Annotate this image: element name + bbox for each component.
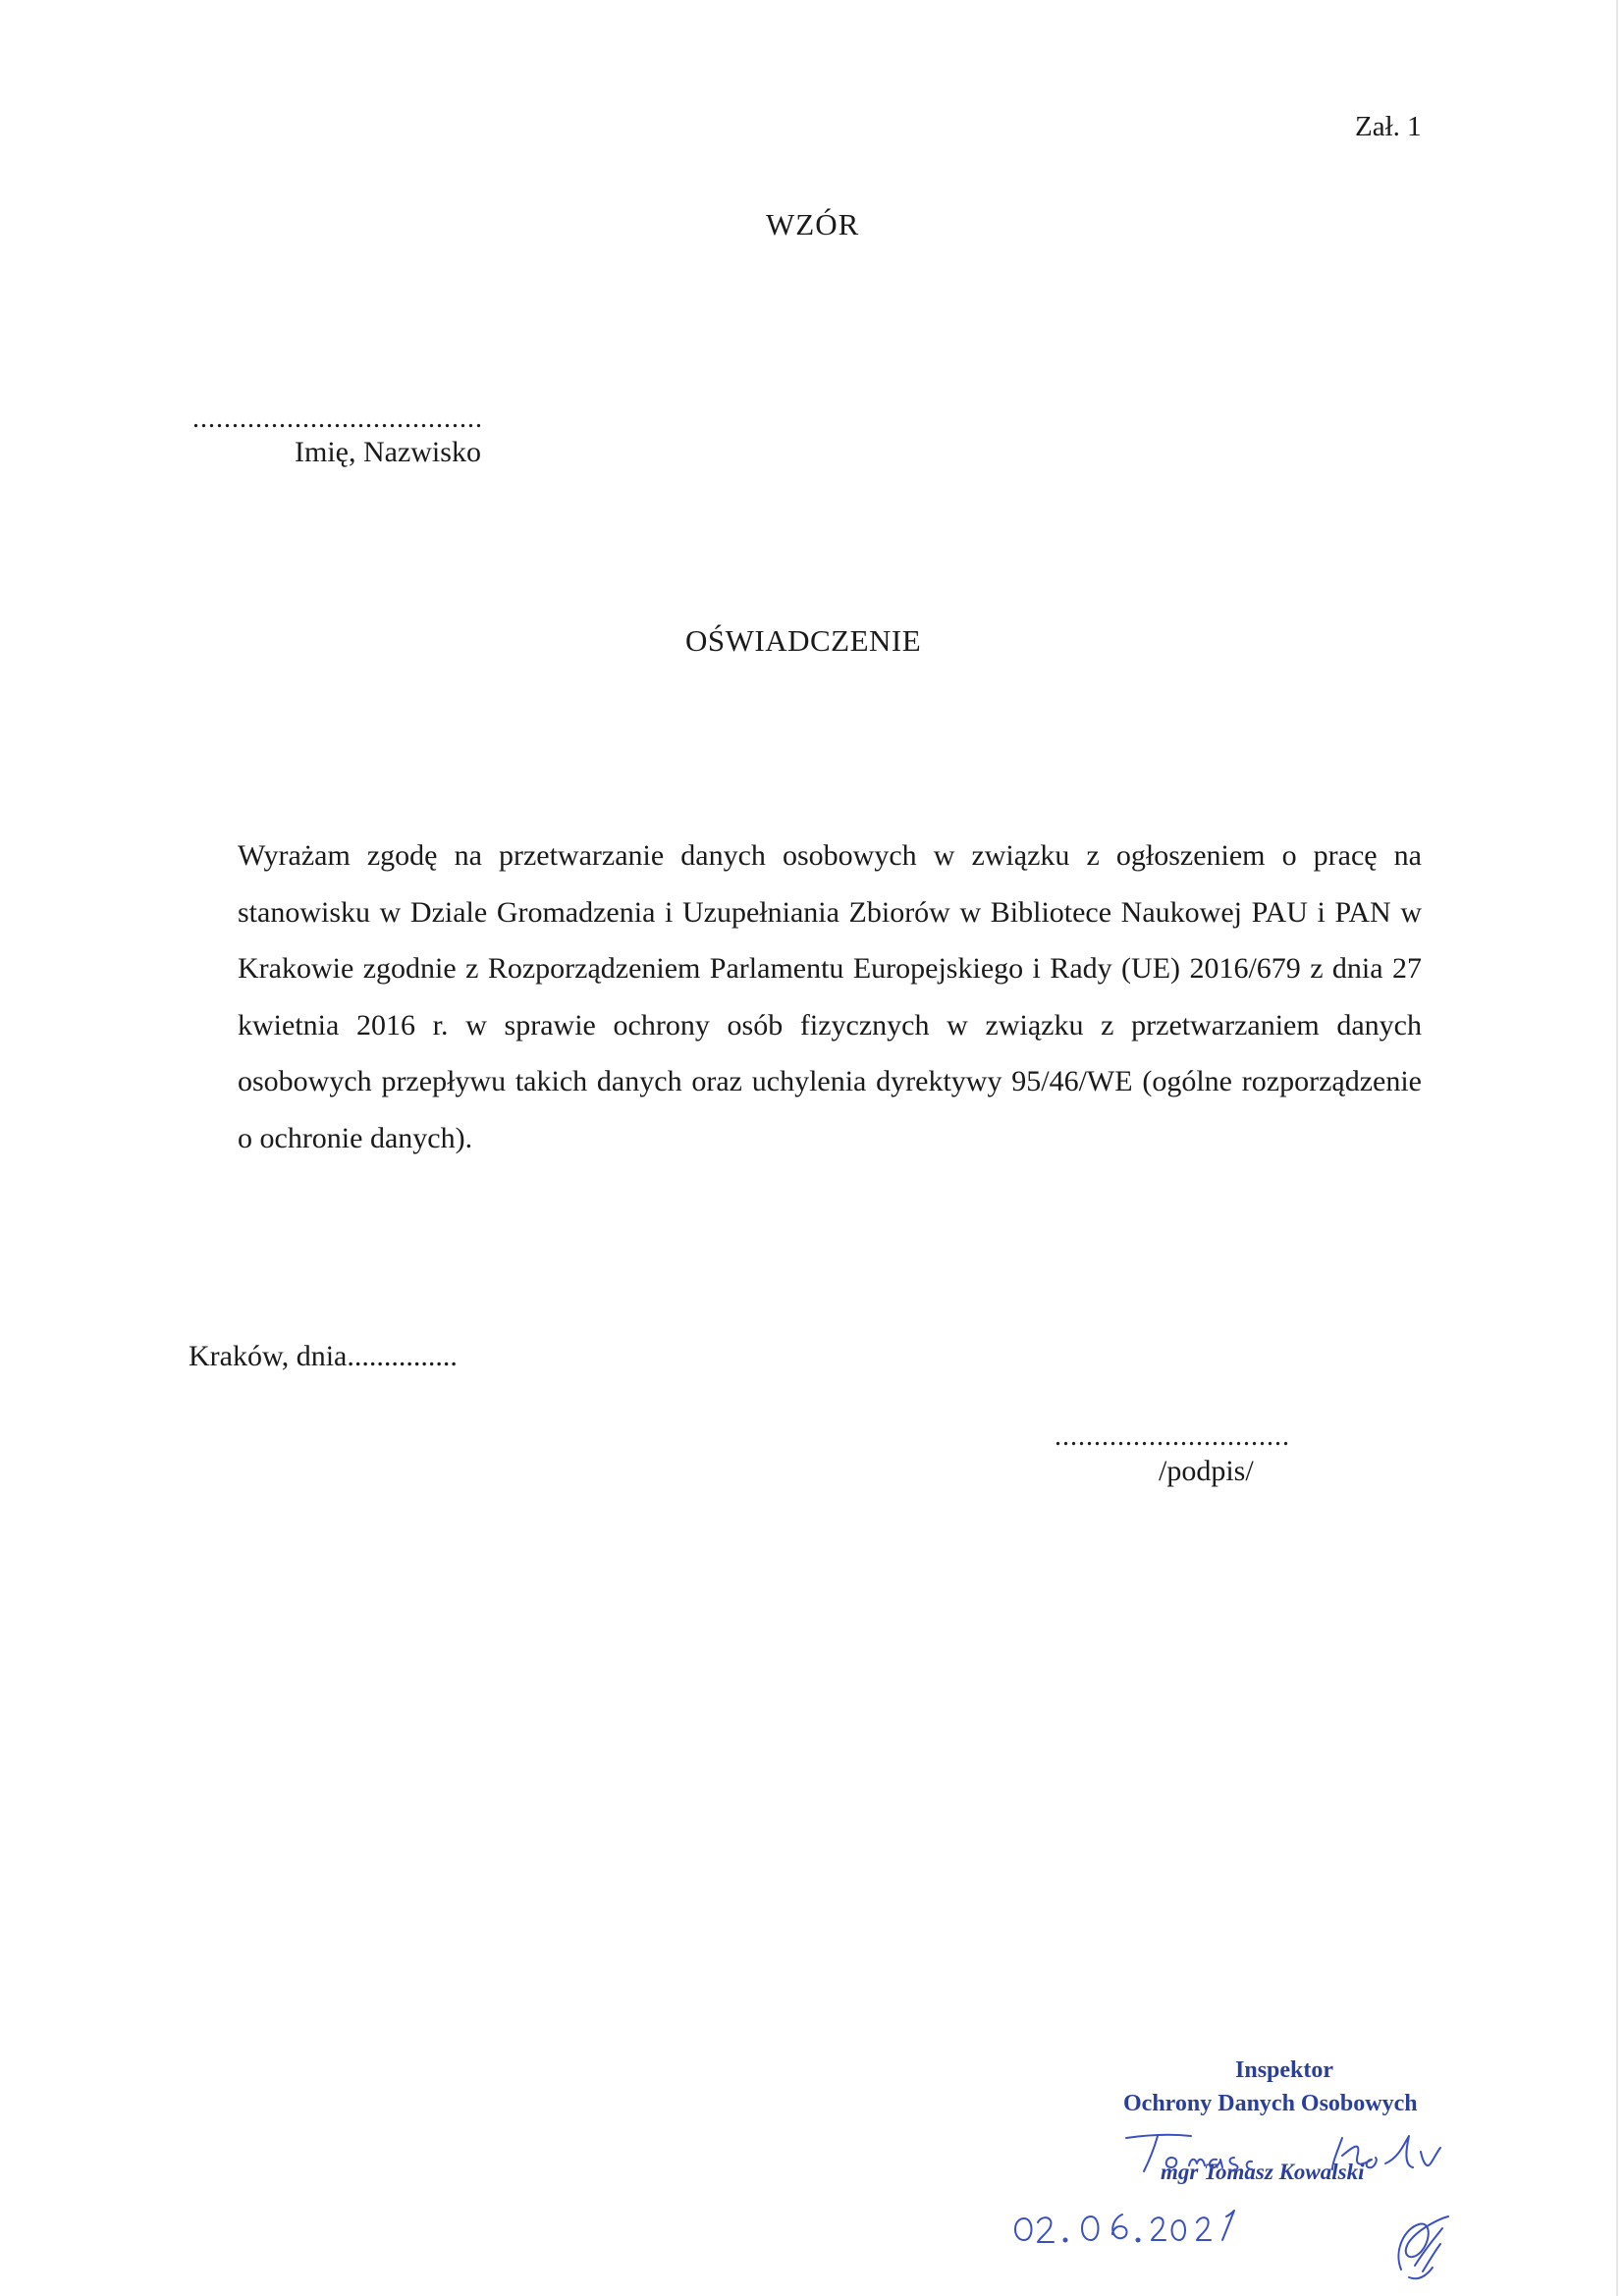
signature-placeholder-dots: ..............................	[1055, 1421, 1290, 1452]
document-heading: OŚWIADCZENIE	[685, 623, 922, 658]
consent-statement: Wyrażam zgodę na przetwarzanie danych osobowych w związku z ogłoszeniem o pracę na stanowisku w Dziale Gromadzenia i Uzupełniania Zbiorów w Bibliotece Naukowej PAU i PAN w Krakowie zgodnie z Rozporządzeniem Parlamentu Europejskiego i Rady (UE) 2016/679 z dnia 27 kwietnia 2016 r. w sprawie ochrony osób fizycznych w związku z przetwarzaniem danych osobowych przepływu takich danych oraz uchylenia dyrektywy 95/46/WE (ogólne rozporządzenie o ochronie danych).	[238, 839, 1422, 1154]
signature-label: /podpis/	[1159, 1455, 1254, 1487]
name-label: Imię, Nazwisko	[295, 436, 481, 468]
name-placeholder-dots: .....................................	[192, 403, 483, 434]
handwritten-date	[1006, 2205, 1262, 2248]
scan-edge	[1616, 0, 1618, 2296]
initials-paraph	[1380, 2211, 1458, 2289]
place-and-date: Kraków, dnia...............	[189, 1340, 458, 1372]
handwritten-signature	[1114, 2128, 1468, 2177]
stamp-title: Inspektor	[1235, 2057, 1334, 2083]
stamp-name: mgr Tomasz Kowalski	[1161, 2160, 1365, 2184]
template-label: WZÓR	[766, 207, 860, 241]
attachment-number: Zał. 1	[1355, 111, 1422, 142]
stamp-office: Ochrony Danych Osobowych	[1123, 2091, 1418, 2116]
